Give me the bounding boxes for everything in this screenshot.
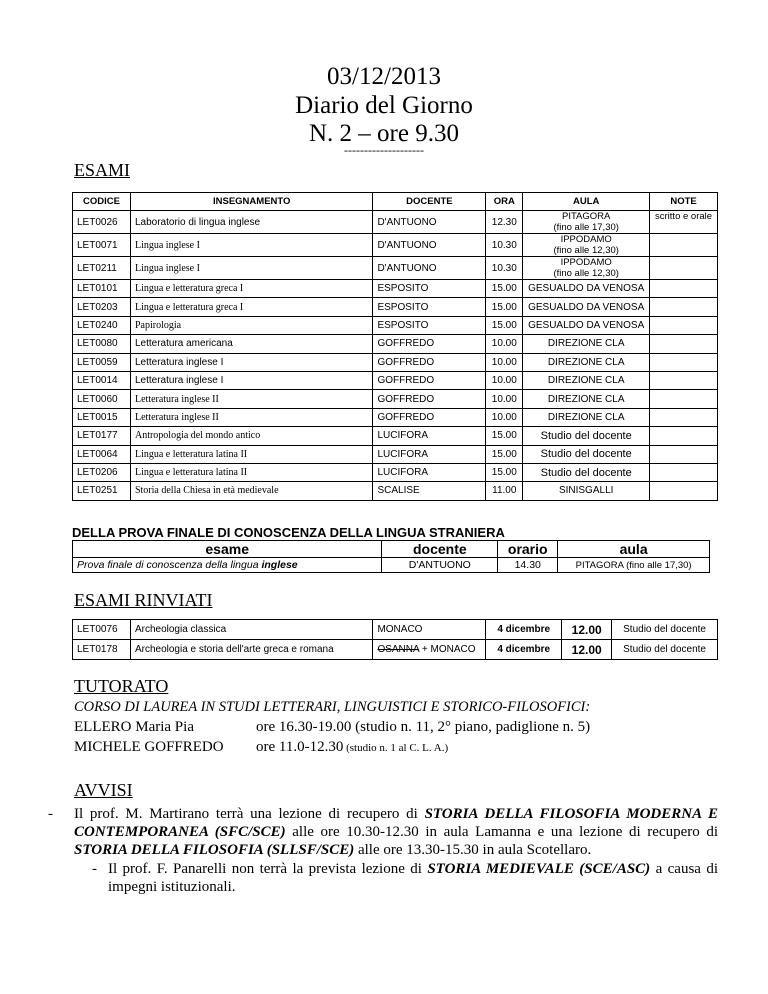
prova-orario: 14.30 (498, 558, 558, 573)
cell-codice: LET0071 (73, 234, 131, 257)
tutorato-title: TUTORATO (74, 676, 169, 696)
table-row (73, 353, 718, 371)
cell-docente: GOFFREDO (373, 371, 486, 389)
aula-name: PITAGORA (561, 211, 611, 222)
cell-insegnamento: Laboratorio di lingua inglese (130, 211, 372, 234)
cell-ora: 10.00 (486, 353, 523, 371)
tutorato-goffredo-room: (studio n. 1 al C. L. A.) (343, 742, 449, 754)
prova-row (73, 558, 710, 573)
cell-codice: LET0026 (73, 211, 131, 234)
tutorato-goffredo-hours: ore 11.0-12.30 (256, 739, 344, 755)
prova-aula: PITAGORA (fino alle 17,30) (558, 558, 710, 573)
cell-ora: 15.00 (486, 445, 523, 463)
cell-insegnamento: Lingua e letteratura greca I (130, 298, 372, 316)
cell-ora: 10.30 (486, 234, 523, 257)
aula-name: IPPODAMO (560, 257, 612, 268)
cell-docente: ESPOSITO (373, 298, 486, 316)
cell-ora: 12.30 (486, 211, 523, 234)
esami-title: ESAMI (74, 160, 131, 180)
rinviati-title: ESAMI RINVIATI (74, 590, 213, 610)
prova-header-row (73, 541, 710, 558)
col-codice: CODICE (73, 193, 131, 211)
tutorato-ellero-info: ore 16.30-19.00 (studio n. 11, 2° piano, padiglione n. 5) (256, 719, 591, 735)
avviso-1-text-1: Il prof. M. Martirano terrà una lezione di recupero di (74, 806, 425, 822)
avviso-2-bullet: - (92, 861, 97, 877)
cell-docente (373, 640, 486, 660)
cell-data: 4 dicembre (486, 640, 562, 660)
prova-docente: D'ANTUONO (382, 558, 498, 573)
cell-insegnamento: Letteratura inglese II (130, 408, 372, 426)
avviso-2-text-2: a causa di impegni istituzionali. (108, 861, 718, 895)
cell-aula: Studio del docente (612, 620, 718, 640)
cell-note (650, 257, 718, 280)
docente-name: + MONACO (419, 644, 476, 655)
table-row (73, 640, 718, 660)
aula-name: IPPODAMO (560, 234, 612, 245)
docente-struck: OSANNA (377, 644, 420, 655)
cell-note (650, 408, 718, 426)
cell-ora: 15.00 (486, 280, 523, 298)
cell-data: 4 dicembre (486, 620, 562, 640)
cell-insegnamento: Lingua e letteratura greca I (130, 280, 372, 298)
cell-aula: DIREZIONE CLA (523, 390, 650, 408)
avviso-2-course: STORIA MEDIEVALE (SCE/ASC) (427, 861, 651, 877)
cell-aula (523, 211, 650, 234)
cell-docente: D'ANTUONO (373, 234, 486, 257)
cell-aula (523, 234, 650, 257)
cell-aula (523, 257, 650, 280)
prova-col-aula: aula (558, 541, 710, 558)
cell-codice: LET0240 (73, 316, 131, 334)
cell-aula: Studio del docente (523, 463, 650, 481)
cell-insegnamento: Antropologia del mondo antico (130, 427, 372, 445)
prova-col-orario: orario (498, 541, 558, 558)
cell-note (650, 463, 718, 481)
cell-docente: GOFFREDO (373, 335, 486, 353)
cell-aula: DIREZIONE CLA (523, 353, 650, 371)
table-row (73, 445, 718, 463)
cell-note (650, 335, 718, 353)
cell-aula: GESUALDO DA VENOSA (523, 280, 650, 298)
tutorato-goffredo-info (256, 739, 448, 756)
cell-aula: GESUALDO DA VENOSA (523, 316, 650, 334)
prova-col-esame: esame (73, 541, 382, 558)
cell-ora: 15.00 (486, 427, 523, 445)
cell-aula: Studio del docente (612, 640, 718, 660)
cell-codice: LET0015 (73, 408, 131, 426)
table-row (73, 234, 718, 257)
table-row (73, 371, 718, 389)
aula-note: (fino alle 17,30) (553, 222, 619, 233)
cell-insegnamento: Archeologia classica (130, 620, 372, 640)
cell-codice: LET0076 (73, 620, 131, 640)
cell-insegnamento: Archeologia e storia dell'arte greca e romana (130, 640, 372, 660)
cell-note (650, 371, 718, 389)
cell-note (650, 353, 718, 371)
avviso-1-bullet: - (48, 806, 53, 822)
cell-ora: 10.00 (486, 335, 523, 353)
esami-header-row (73, 193, 718, 211)
avviso-1-course-1: STORIA DELLA FILOSOFIA MODERNA E CONTEMPORANEA (SFC/SCE) (74, 806, 718, 840)
avviso-1 (74, 805, 718, 859)
esami-table (72, 192, 718, 501)
cell-docente: LUCIFORA (373, 427, 486, 445)
tutorato-goffredo-name: MICHELE GOFFREDO (74, 739, 224, 755)
cell-docente: LUCIFORA (373, 445, 486, 463)
header-number: N. 2 – ore 9.30 (309, 120, 459, 147)
cell-docente: LUCIFORA (373, 463, 486, 481)
cell-codice: LET0014 (73, 371, 131, 389)
prova-title: DELLA PROVA FINALE DI CONOSCENZA DELLA LINGUA STRANIERA (72, 525, 505, 540)
cell-docente (373, 620, 486, 640)
cell-ora: 15.00 (486, 298, 523, 316)
cell-insegnamento: Letteratura inglese I (130, 371, 372, 389)
cell-note (650, 280, 718, 298)
cell-aula: SINISGALLI (523, 482, 650, 500)
avviso-1-course-2: STORIA DELLA FILOSOFIA (SLLSF/SCE) (74, 842, 355, 858)
table-row (73, 408, 718, 426)
cell-insegnamento: Letteratura inglese II (130, 390, 372, 408)
cell-note: scritto e orale (650, 211, 718, 234)
table-row (73, 463, 718, 481)
cell-codice: LET0178 (73, 640, 131, 660)
cell-insegnamento: Lingua e letteratura latina II (130, 463, 372, 481)
cell-note (650, 482, 718, 500)
prova-table (72, 540, 710, 573)
cell-ora: 15.00 (486, 463, 523, 481)
cell-note (650, 390, 718, 408)
col-docente: DOCENTE (373, 193, 486, 211)
cell-note (650, 298, 718, 316)
prova-esame-bold: inglese (261, 559, 298, 571)
cell-note (650, 316, 718, 334)
table-row (73, 482, 718, 500)
tutorato-ellero-name: ELLERO Maria Pia (74, 719, 194, 735)
cell-insegnamento: Papirologia (130, 316, 372, 334)
prova-esame (73, 558, 382, 573)
cell-note (650, 427, 718, 445)
header-date: 03/12/2013 (327, 63, 441, 90)
cell-ora: 12.00 (562, 640, 612, 660)
aula-note: (fino alle 12,30) (553, 268, 619, 279)
table-row (73, 335, 718, 353)
header-title: Diario del Giorno (295, 92, 473, 119)
table-row (73, 257, 718, 280)
cell-insegnamento: Lingua inglese I (130, 234, 372, 257)
cell-codice: LET0206 (73, 463, 131, 481)
table-row (73, 316, 718, 334)
cell-docente: ESPOSITO (373, 316, 486, 334)
header-dashes: -------------------- (344, 143, 424, 157)
cell-codice: LET0203 (73, 298, 131, 316)
table-row (73, 211, 718, 234)
cell-insegnamento: Lingua inglese I (130, 257, 372, 280)
cell-ora: 10.00 (486, 408, 523, 426)
cell-ora: 15.00 (486, 316, 523, 334)
cell-aula: Studio del docente (523, 445, 650, 463)
aula-note: (fino alle 12,30) (553, 245, 619, 256)
cell-ora: 12.00 (562, 620, 612, 640)
cell-ora: 10.00 (486, 371, 523, 389)
tutorato-course: CORSO DI LAUREA IN STUDI LETTERARI, LINGUISTICI E STORICO-FILOSOFICI: (74, 699, 591, 715)
table-row (73, 427, 718, 445)
cell-codice: LET0060 (73, 390, 131, 408)
cell-codice: LET0080 (73, 335, 131, 353)
table-row (73, 390, 718, 408)
cell-codice: LET0101 (73, 280, 131, 298)
cell-ora: 10.00 (486, 390, 523, 408)
cell-docente: SCALISE (373, 482, 486, 500)
cell-docente: GOFFREDO (373, 353, 486, 371)
cell-codice: LET0064 (73, 445, 131, 463)
avviso-2 (108, 860, 718, 896)
cell-docente: D'ANTUONO (373, 257, 486, 280)
cell-note (650, 234, 718, 257)
cell-aula: DIREZIONE CLA (523, 408, 650, 426)
cell-insegnamento: Storia della Chiesa in età medievale (130, 482, 372, 500)
table-row (73, 298, 718, 316)
cell-aula: Studio del docente (523, 427, 650, 445)
col-note: NOTE (650, 193, 718, 211)
cell-docente: GOFFREDO (373, 390, 486, 408)
prova-col-docente: docente (382, 541, 498, 558)
cell-aula: DIREZIONE CLA (523, 371, 650, 389)
col-ora: ORA (486, 193, 523, 211)
table-row (73, 280, 718, 298)
cell-docente: D'ANTUONO (373, 211, 486, 234)
avvisi-title: AVVISI (74, 780, 133, 800)
avviso-1-text-3: alle ore 13.30-15.30 in aula Scotellaro. (354, 842, 592, 858)
docente-name: MONACO (377, 624, 423, 635)
cell-docente: GOFFREDO (373, 408, 486, 426)
table-row (73, 620, 718, 640)
avviso-2-text-1: Il prof. F. Panarelli non terrà la prevista lezione di (108, 861, 428, 877)
cell-codice: LET0059 (73, 353, 131, 371)
prova-esame-text: Prova finale di conoscenza della lingua (77, 559, 262, 571)
cell-note (650, 445, 718, 463)
cell-ora: 11.00 (486, 482, 523, 500)
cell-aula: DIREZIONE CLA (523, 335, 650, 353)
cell-insegnamento: Letteratura inglese I (130, 353, 372, 371)
col-insegnamento: INSEGNAMENTO (130, 193, 372, 211)
rinviati-table (72, 619, 718, 660)
avviso-1-text-2: alle ore 10.30-12.30 in aula Lamanna e una lezione di recupero di (285, 824, 718, 840)
cell-insegnamento: Letteratura americana (130, 335, 372, 353)
col-aula: AULA (523, 193, 650, 211)
cell-codice: LET0251 (73, 482, 131, 500)
cell-codice: LET0211 (73, 257, 131, 280)
cell-docente: ESPOSITO (373, 280, 486, 298)
cell-insegnamento: Lingua e letteratura latina II (130, 445, 372, 463)
cell-codice: LET0177 (73, 427, 131, 445)
cell-aula: GESUALDO DA VENOSA (523, 298, 650, 316)
cell-ora: 10.30 (486, 257, 523, 280)
